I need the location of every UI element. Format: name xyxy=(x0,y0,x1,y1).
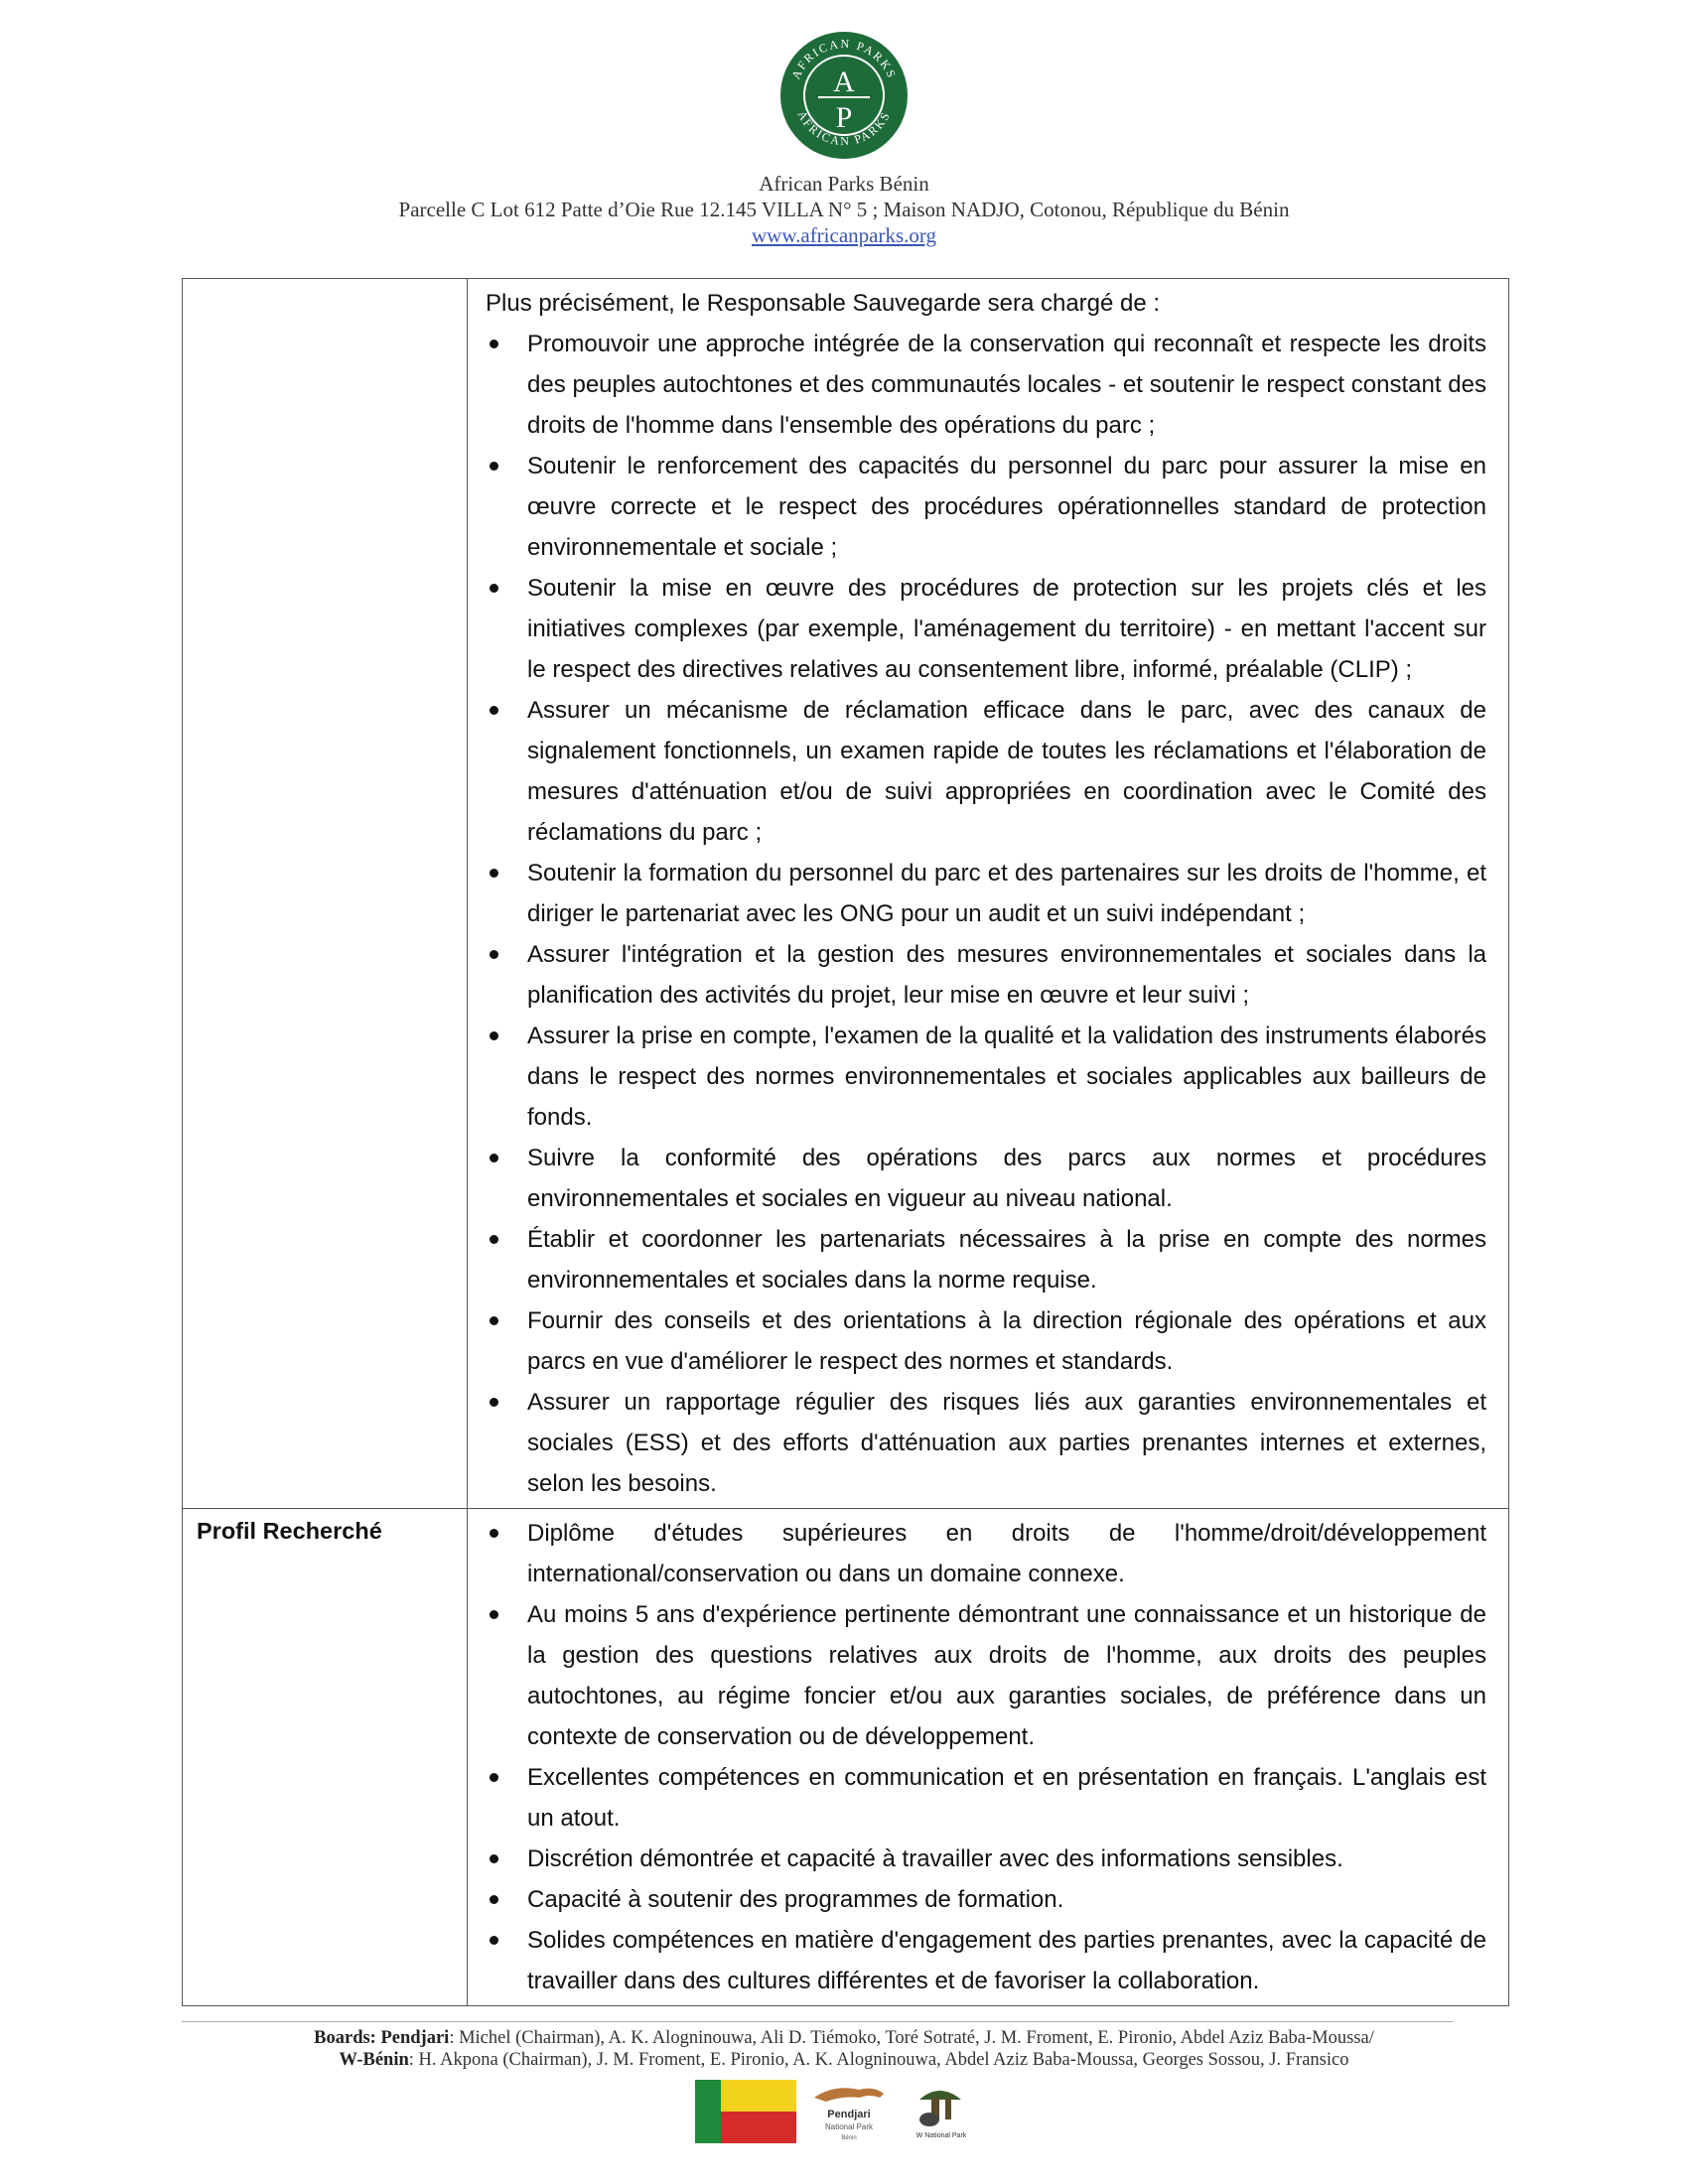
letterhead xyxy=(0,30,1688,248)
list-item: Capacité à soutenir des programmes de formation. xyxy=(486,1879,1486,1920)
footer-divider xyxy=(182,2021,1453,2022)
logo-letter-a: A xyxy=(833,66,855,98)
footer-boards xyxy=(0,2027,1688,2071)
partner-logos xyxy=(695,2080,1013,2149)
responsibilities-list xyxy=(486,324,1486,1504)
boards-wbenin-text: : H. Akpona (Chairman), J. M. Froment, E. Pironio, A. K. Alogninouwa, Abdel Aziz Baba-Moussa, Georges Sossou, J. Fransico xyxy=(408,2050,1349,2070)
boards-pendjari-text: : Michel (Chairman), A. K. Alogninouwa, Ali D. Tiémoko, Toré Sotraté, J. M. Froment, E. Pironio, Abdel Aziz Baba-Moussa/ xyxy=(449,2028,1374,2048)
list-item: Assurer un mécanisme de réclamation efficace dans le parc, avec des canaux de signalement fonctionnels, un examen rapide de toutes les réclamations et l'élaboration de mesures d'atténuation et/ou de suivi appropriées en coordination avec le Comité des réclamations du parc ; xyxy=(486,690,1486,853)
row-label-empty xyxy=(183,279,468,1509)
pendjari-park-logo xyxy=(814,2088,884,2141)
svg-text:AFRICAN PARKS: AFRICAN PARKS xyxy=(788,36,900,81)
svg-text:National Park: National Park xyxy=(824,2122,874,2131)
list-item: Suivre la conformité des opérations des parcs aux normes et procédures environnementales et sociales en vigueur au niveau national. xyxy=(486,1138,1486,1219)
list-item: Diplôme d'études supérieures en droits de l'homme/droit/développement international/conservation ou dans un domaine connexe. xyxy=(486,1513,1486,1594)
list-item: Assurer un rapportage régulier des risques liés aux garanties environnementales et sociales (ESS) et des efforts d'atténuation aux parties prenantes internes et externes, selon les besoins. xyxy=(486,1382,1486,1504)
profile-list xyxy=(486,1513,1486,2001)
list-item: Soutenir la mise en œuvre des procédures de protection sur les projets clés et les initiatives complexes (par exemple, l'aménagement du territoire) - en mettant l'accent sur le respect des directives relatives au consentement libre, informé, préalable (CLIP) ; xyxy=(486,568,1486,690)
boards-pendjari-label: Boards: Pendjari xyxy=(314,2028,450,2048)
logo-letter-p: P xyxy=(835,101,853,134)
org-website-link[interactable]: www.africanparks.org xyxy=(751,223,937,247)
responsibilities-cell xyxy=(468,279,1509,1509)
job-description-table xyxy=(182,278,1509,2006)
list-item: Assurer la prise en compte, l'examen de la qualité et la validation des instruments élaborés dans le respect des normes environnementales et sociales applicables aux bailleurs de fonds. xyxy=(486,1016,1486,1138)
benin-flag-logo xyxy=(695,2080,796,2143)
table-row xyxy=(183,1509,1509,2006)
svg-text:W National Park: W National Park xyxy=(915,2132,967,2139)
w-park-logo xyxy=(916,2091,967,2139)
list-item: Au moins 5 ans d'expérience pertinente démontrant une connaissance et un historique de la gestion des questions relatives aux droits de l'homme, aux droits des peuples autochtones, au régime foncier et/ou aux garanties sociales, de préférence dans un contexte de conservation ou de développement. xyxy=(486,1594,1486,1757)
list-item: Fournir des conseils et des orientations à la direction régionale des opérations et aux parcs en vue d'améliorer le respect des normes et standards. xyxy=(486,1300,1486,1382)
list-item: Soutenir le renforcement des capacités du personnel du parc pour assurer la mise en œuvre correcte et le respect des procédures opérationnelles standard de protection environnementale et sociale ; xyxy=(486,446,1486,568)
list-item: Soutenir la formation du personnel du parc et des partenaires sur les droits de l'homme, et diriger le partenariat avec les ONG pour un audit et un suivi indépendant ; xyxy=(486,853,1486,934)
org-address: Parcelle C Lot 612 Patte d’Oie Rue 12.145 VILLA N° 5 ; Maison NADJO, Cotonou, République du Bénin xyxy=(398,198,1290,221)
responsibilities-intro: Plus précisément, le Responsable Sauvegarde sera chargé de : xyxy=(486,290,1161,317)
table-row xyxy=(183,279,1509,1509)
boards-wbenin-label: W-Bénin xyxy=(339,2050,409,2070)
svg-text:AFRICAN PARKS: AFRICAN PARKS xyxy=(794,108,894,149)
svg-text:Bénin: Bénin xyxy=(841,2135,857,2141)
list-item: Solides compétences en matière d'engagement des parties prenantes, avec la capacité de travailler dans des cultures différentes et de favoriser la collaboration. xyxy=(486,1920,1486,2001)
list-item: Promouvoir une approche intégrée de la conservation qui reconnaît et respecte les droits des peuples autochtones et des communautés locales - et soutenir le respect constant des droits de l'homme dans l'ensemble des opérations du parc ; xyxy=(486,324,1486,446)
svg-text:Pendjari: Pendjari xyxy=(827,2109,871,2120)
row-label-profil: Profil Recherché xyxy=(183,1509,468,2006)
org-name: African Parks Bénin xyxy=(759,172,929,196)
list-item: Excellentes compétences en communication et en présentation en français. L'anglais est un atout. xyxy=(486,1757,1486,1839)
list-item: Assurer l'intégration et la gestion des mesures environnementales et sociales dans la planification des activités du projet, leur mise en œuvre et leur suivi ; xyxy=(486,934,1486,1016)
list-item: Discrétion démontrée et capacité à travailler avec des informations sensibles. xyxy=(486,1839,1486,1879)
list-item: Établir et coordonner les partenariats nécessaires à la prise en compte des normes environnementales et sociales dans la norme requise. xyxy=(486,1219,1486,1300)
african-parks-logo xyxy=(778,30,910,161)
profile-cell xyxy=(468,1509,1509,2006)
